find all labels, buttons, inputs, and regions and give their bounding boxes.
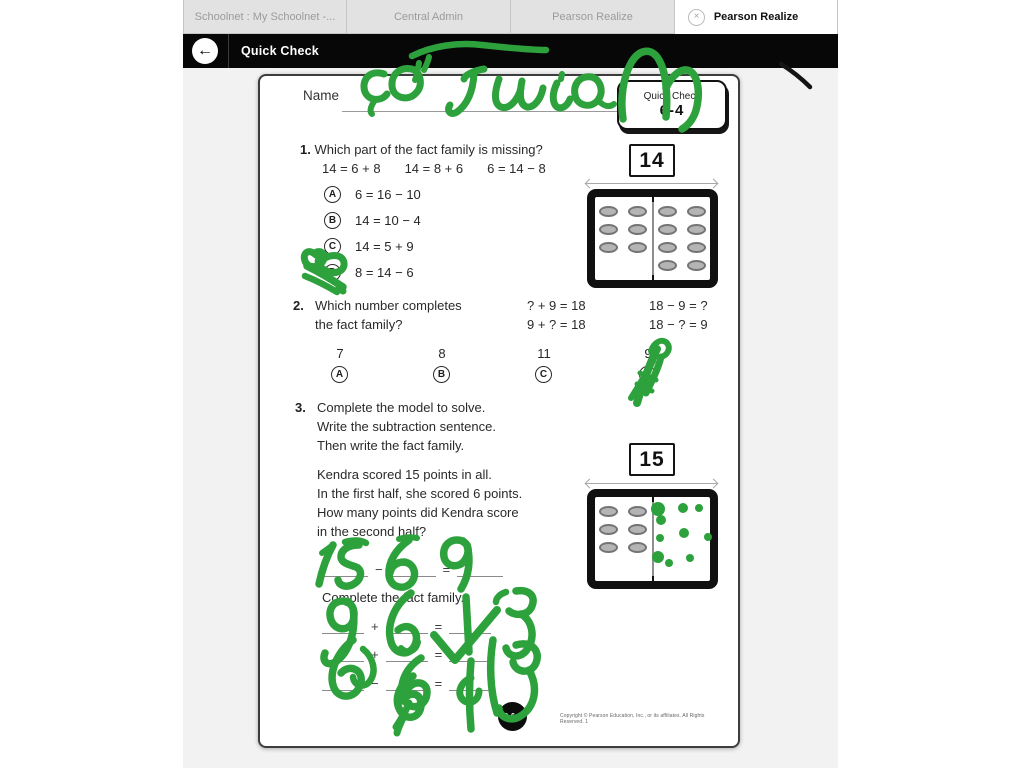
counter-oval xyxy=(599,524,618,535)
q2-prompt-line2: the fact family? xyxy=(315,317,403,332)
back-button[interactable] xyxy=(192,38,218,64)
fact-family-label: Complete the fact family. xyxy=(322,590,465,605)
plus-sign: + xyxy=(371,647,379,662)
plus-sign: + xyxy=(371,619,379,634)
blank-line[interactable] xyxy=(449,619,491,634)
blank-line[interactable] xyxy=(449,647,491,662)
tab-label: Pearson Realize xyxy=(713,11,799,23)
tab-strip xyxy=(183,0,838,34)
q2-value-d: 9 xyxy=(644,346,652,361)
q1-fact-3: 6 = 14 − 8 xyxy=(487,161,546,176)
counter-oval xyxy=(628,242,647,253)
q3-instruction-1: Complete the model to solve. xyxy=(317,400,486,415)
q2-value-b: 8 xyxy=(438,346,446,361)
equals-sign: = xyxy=(434,619,443,634)
counter-oval xyxy=(599,224,618,235)
choice-letter: C xyxy=(324,238,341,255)
fact-family-line-2[interactable] xyxy=(322,647,491,662)
counter-oval xyxy=(687,224,706,235)
counter-oval xyxy=(628,206,647,217)
choice-letter: B xyxy=(324,212,341,229)
q1-fact-2: 14 = 8 + 6 xyxy=(404,161,464,176)
counter-oval xyxy=(658,242,677,253)
worksheet-page[interactable] xyxy=(258,74,740,748)
blank-line[interactable] xyxy=(386,619,428,634)
badge-title: Quick Check xyxy=(643,91,701,102)
choice-text: 14 = 10 − 4 xyxy=(355,213,421,228)
q1-fact-family xyxy=(322,161,546,176)
counter-oval xyxy=(687,242,706,253)
counter-oval xyxy=(687,260,706,271)
q2-prompt-line1: Which number completes xyxy=(315,298,462,313)
choice-letter: A xyxy=(324,186,341,203)
q1-number: 1. xyxy=(300,142,311,157)
blank-line[interactable] xyxy=(322,647,364,662)
counter-oval xyxy=(599,206,618,217)
counter-oval xyxy=(628,524,647,535)
q1-part-part-model xyxy=(587,189,718,288)
counter-oval xyxy=(599,542,618,553)
lesson-badge: Q 6-4 xyxy=(498,702,527,731)
tab-central-admin[interactable]: Central Admin xyxy=(347,0,511,34)
q3-story-1: Kendra scored 15 points in all. xyxy=(317,467,492,482)
choice-text: 8 = 14 − 6 xyxy=(355,265,414,280)
equals-sign: = xyxy=(434,647,443,662)
counter-oval xyxy=(658,260,677,271)
blank-line[interactable] xyxy=(457,562,503,577)
q1-choice-c[interactable] xyxy=(324,238,414,255)
browser-window xyxy=(183,0,838,768)
choice-text: 14 = 5 + 9 xyxy=(355,239,414,254)
header-divider xyxy=(228,34,229,68)
q2-choice-d[interactable]: D xyxy=(639,366,656,383)
q3-story-4: in the second half? xyxy=(317,524,427,539)
q2-choice-b[interactable]: B xyxy=(433,366,450,383)
q3-model-left-part xyxy=(595,497,652,581)
q3-number: 3. xyxy=(295,400,306,415)
q3-part-part-model[interactable] xyxy=(587,489,718,589)
blank-line[interactable] xyxy=(449,676,491,691)
counter-oval xyxy=(658,206,677,217)
q3-model-right-part[interactable] xyxy=(654,497,711,581)
name-blank-line[interactable] xyxy=(342,111,624,112)
q3-instruction-3: Then write the fact family. xyxy=(317,438,465,453)
tab-pearson-realize-active[interactable] xyxy=(675,0,838,34)
q1-prompt xyxy=(300,142,543,157)
q2-number: 2. xyxy=(293,298,304,313)
blank-line[interactable] xyxy=(322,562,368,577)
back-arrow-icon: ← xyxy=(197,42,213,59)
blank-line[interactable] xyxy=(322,676,364,691)
counter-oval xyxy=(658,224,677,235)
quick-check-badge xyxy=(617,80,727,130)
q1-model-left-part xyxy=(595,197,652,280)
close-tab-icon[interactable]: × xyxy=(688,9,705,26)
q3-story-3: How many points did Kendra score xyxy=(317,505,519,520)
q2-choice-c[interactable]: C xyxy=(535,366,552,383)
q3-story-2: In the first half, she scored 6 points. xyxy=(317,486,523,501)
blank-line[interactable] xyxy=(390,562,436,577)
blank-line[interactable] xyxy=(386,647,428,662)
copyright-text: Copyright © Pearson Education, Inc., or its affiliates. All Rights Reserved. 1 xyxy=(560,713,705,725)
q3-span-arrow xyxy=(586,483,717,485)
q1-fact-1: 14 = 6 + 8 xyxy=(322,161,381,176)
q2-eq2: 9 + ? = 18 xyxy=(527,317,586,332)
q3-total-box: 15 xyxy=(629,443,675,476)
q2-choice-a[interactable]: A xyxy=(331,366,348,383)
q1-question-text: Which part of the fact family is missing? xyxy=(314,142,543,157)
tab-pearson-realize[interactable]: Pearson Realize xyxy=(511,0,675,34)
counter-oval xyxy=(599,242,618,253)
q2-value-a: 7 xyxy=(336,346,344,361)
q1-span-arrow xyxy=(586,183,717,185)
q1-choice-a[interactable] xyxy=(324,186,421,203)
q3-instruction-2: Write the subtraction sentence. xyxy=(317,419,496,434)
q2-eq1: ? + 9 = 18 xyxy=(527,298,586,313)
minus-sign: − xyxy=(371,676,379,691)
tab-schoolnet[interactable]: Schoolnet : My Schoolnet -... xyxy=(183,0,347,34)
blank-line[interactable] xyxy=(386,676,428,691)
name-label: Name xyxy=(303,88,340,103)
q3-subtraction-blanks[interactable] xyxy=(322,562,503,577)
q1-choice-d[interactable] xyxy=(324,264,414,281)
q2-value-c: 11 xyxy=(537,346,551,361)
q2-eq3: 18 − 9 = ? xyxy=(649,298,708,313)
equals-sign: = xyxy=(442,562,451,577)
counter-oval xyxy=(599,506,618,517)
q1-choice-b[interactable] xyxy=(324,212,421,229)
q2-eq4: 18 − ? = 9 xyxy=(649,317,708,332)
blank-line[interactable] xyxy=(322,619,364,634)
choice-letter: D xyxy=(324,264,341,281)
counter-oval xyxy=(628,542,647,553)
counter-oval xyxy=(628,224,647,235)
fact-family-line-1[interactable] xyxy=(322,619,491,634)
counter-oval xyxy=(687,206,706,217)
counter-oval xyxy=(628,506,647,517)
q1-total-box: 14 xyxy=(629,144,675,177)
badge-number: 6-4 xyxy=(659,102,685,119)
q1-model-right-part xyxy=(654,197,711,280)
choice-text: 6 = 16 − 10 xyxy=(355,187,421,202)
equals-sign: = xyxy=(434,676,443,691)
app-header xyxy=(183,34,838,68)
page-title: Quick Check xyxy=(241,44,319,58)
minus-sign: − xyxy=(375,562,383,577)
fact-family-line-3[interactable] xyxy=(322,676,491,691)
